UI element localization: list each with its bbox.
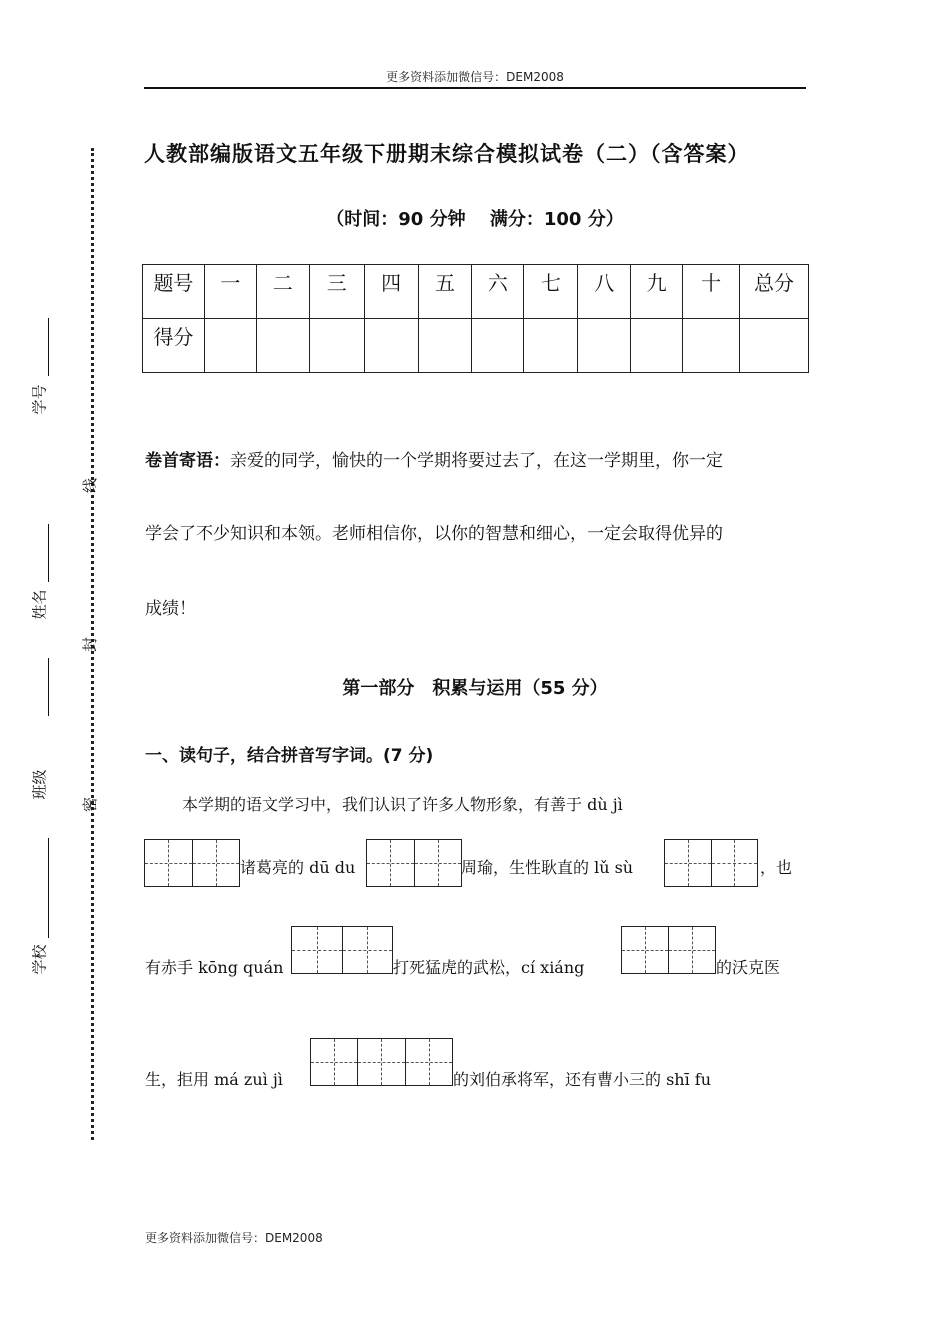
table-header-cell: 五 (418, 265, 472, 319)
question-text: 的沃克医 (716, 958, 781, 977)
score-table (142, 264, 809, 373)
table-header-cell: 九 (631, 265, 683, 319)
score-cell[interactable] (472, 319, 524, 373)
question-text: 打死猛虎的武松，cí xiáng (393, 958, 585, 977)
score-row-label: 得分 (143, 319, 205, 373)
school-blank[interactable] (48, 838, 49, 938)
score-cell[interactable] (683, 319, 740, 373)
question-title: 一、读句子，结合拼音写字词。(7 分) (145, 746, 434, 766)
school-label: 学校 (30, 944, 49, 975)
footer-note: 更多资料添加微信号：DEM2008 (145, 1231, 323, 1245)
preface-text: 亲爱的同学，愉快的一个学期将要过去了，在这一学期里，你一定 (230, 451, 723, 471)
header-divider (144, 87, 806, 89)
class-label: 班级 (30, 769, 49, 800)
question-text: 周瑜，生性耿直的 lǔ sù (461, 858, 634, 877)
preface-line-3: 成绩！ (145, 599, 196, 619)
name-blank[interactable] (48, 524, 49, 582)
name-label: 姓名 (30, 589, 49, 620)
score-table-header-row (143, 265, 809, 319)
score-cell[interactable] (524, 319, 578, 373)
student-number-blank[interactable] (48, 318, 49, 376)
writing-grid[interactable] (621, 926, 716, 974)
question-text-line-1: 本学期的语文学习中，我们认识了许多人物形象，有善于 dù jì (182, 795, 623, 814)
question-text: 有赤手 kōng quán (145, 958, 284, 977)
table-header-cell: 六 (472, 265, 524, 319)
score-cell[interactable] (631, 319, 683, 373)
score-cell[interactable] (740, 319, 809, 373)
score-cell[interactable] (204, 319, 256, 373)
writing-grid[interactable] (310, 1038, 453, 1086)
student-number-label: 学号 (30, 384, 49, 415)
table-header-cell: 七 (524, 265, 578, 319)
score-cell[interactable] (418, 319, 472, 373)
question-text: 的刘伯承将军，还有曹小三的 shī fu (453, 1070, 712, 1089)
writing-grid[interactable] (664, 839, 758, 887)
preface-line-2: 学会了不少知识和本领。老师相信你，以你的智慧和细心，一定会取得优异的 (145, 524, 723, 544)
score-cell[interactable] (364, 319, 418, 373)
table-header-cell: 十 (683, 265, 740, 319)
table-header-cell: 八 (578, 265, 631, 319)
seal-word-seal: 封 (81, 636, 100, 653)
preface-label: 卷首寄语： (145, 451, 230, 471)
writing-grid[interactable] (144, 839, 240, 887)
part-title: 第一部分 积累与运用（55 分） (342, 678, 608, 699)
preface-line-1 (145, 446, 723, 471)
table-header-cell: 二 (256, 265, 309, 319)
question-text: ，也 (760, 858, 793, 877)
table-header-cell: 一 (204, 265, 256, 319)
table-header-cell: 题号 (143, 265, 205, 319)
score-table-score-row (143, 319, 809, 373)
seal-word-secret: 密 (81, 796, 100, 813)
table-header-cell: 总分 (740, 265, 809, 319)
writing-grid[interactable] (366, 839, 462, 887)
question-text: 诸葛亮的 dū du (240, 858, 356, 877)
writing-grid[interactable] (291, 926, 393, 974)
question-text: 生，拒用 má zuì jì (145, 1070, 283, 1089)
score-cell[interactable] (578, 319, 631, 373)
table-header-cell: 三 (309, 265, 364, 319)
header-note: 更多资料添加微信号：DEM2008 (386, 70, 564, 84)
table-header-cell: 四 (364, 265, 418, 319)
page-title: 人教部编版语文五年级下册期末综合模拟试卷（二）（含答案） (144, 142, 750, 166)
exam-duration-score: （时间：90 分钟 满分：100 分） (326, 209, 624, 230)
seal-word-line: 线 (81, 477, 100, 494)
score-cell[interactable] (256, 319, 309, 373)
score-cell[interactable] (309, 319, 364, 373)
